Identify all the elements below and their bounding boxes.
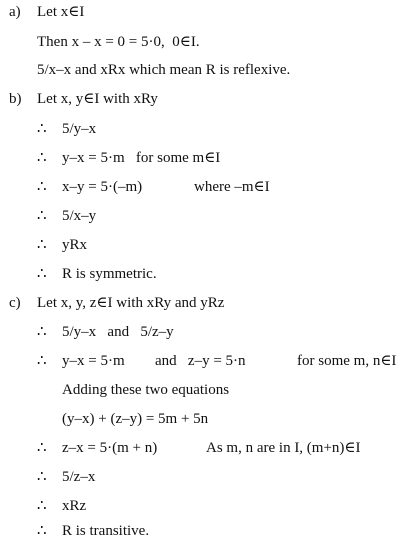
therefore-symbol: ∴	[37, 237, 47, 253]
therefore-symbol: ∴	[37, 523, 47, 539]
part-b-step4: 5/x–y	[62, 208, 97, 224]
part-c-step6: R is transitive.	[62, 523, 150, 539]
part-c-step3: z–x = 5·(m + n)	[62, 440, 158, 456]
part-b-line1: Let x, y∈I with xRy	[37, 91, 158, 107]
part-b-step3-note: where –m∈I	[194, 179, 270, 195]
therefore-symbol: ∴	[37, 469, 47, 485]
part-b-step1: 5/y–x	[62, 121, 97, 137]
part-c-label: c)	[9, 295, 21, 311]
therefore-symbol: ∴	[37, 179, 47, 195]
therefore-symbol: ∴	[37, 121, 47, 137]
part-c-adding: Adding these two equations	[62, 382, 230, 398]
therefore-symbol: ∴	[37, 208, 47, 224]
part-b-step2: y–x = 5·m for some m∈I	[62, 150, 221, 166]
part-c-step2-mid: and z–y = 5·n	[155, 353, 246, 369]
part-a-line2: Then x – x = 0 = 5·0, 0∈I.	[37, 34, 200, 50]
part-a-line3: 5/x–x and xRx which mean R is reflexive.	[37, 62, 291, 78]
part-b-step3: x–y = 5·(–m)	[62, 179, 143, 195]
part-a-label: a)	[9, 4, 21, 20]
part-c-step3-note: As m, n are in I, (m+n)∈I	[206, 440, 361, 456]
part-c-step4: 5/z–x	[62, 469, 96, 485]
part-b-step5: yRx	[62, 237, 88, 253]
therefore-symbol: ∴	[37, 353, 47, 369]
part-a-line1: Let x∈I	[37, 4, 85, 20]
therefore-symbol: ∴	[37, 150, 47, 166]
part-c-equation: (y–x) + (z–y) = 5m + 5n	[62, 411, 209, 427]
therefore-symbol: ∴	[37, 266, 47, 282]
part-c-step1: 5/y–x and 5/z–y	[62, 324, 174, 340]
therefore-symbol: ∴	[37, 440, 47, 456]
part-c-step5: xRz	[62, 498, 87, 514]
part-b-step6: R is symmetric.	[62, 266, 157, 282]
therefore-symbol: ∴	[37, 498, 47, 514]
part-c-line1: Let x, y, z∈I with xRy and yRz	[37, 295, 225, 311]
part-c-step2-note: for some m, n∈I	[297, 353, 397, 369]
part-c-step2: y–x = 5·m	[62, 353, 125, 369]
therefore-symbol: ∴	[37, 324, 47, 340]
part-b-label: b)	[9, 91, 22, 107]
